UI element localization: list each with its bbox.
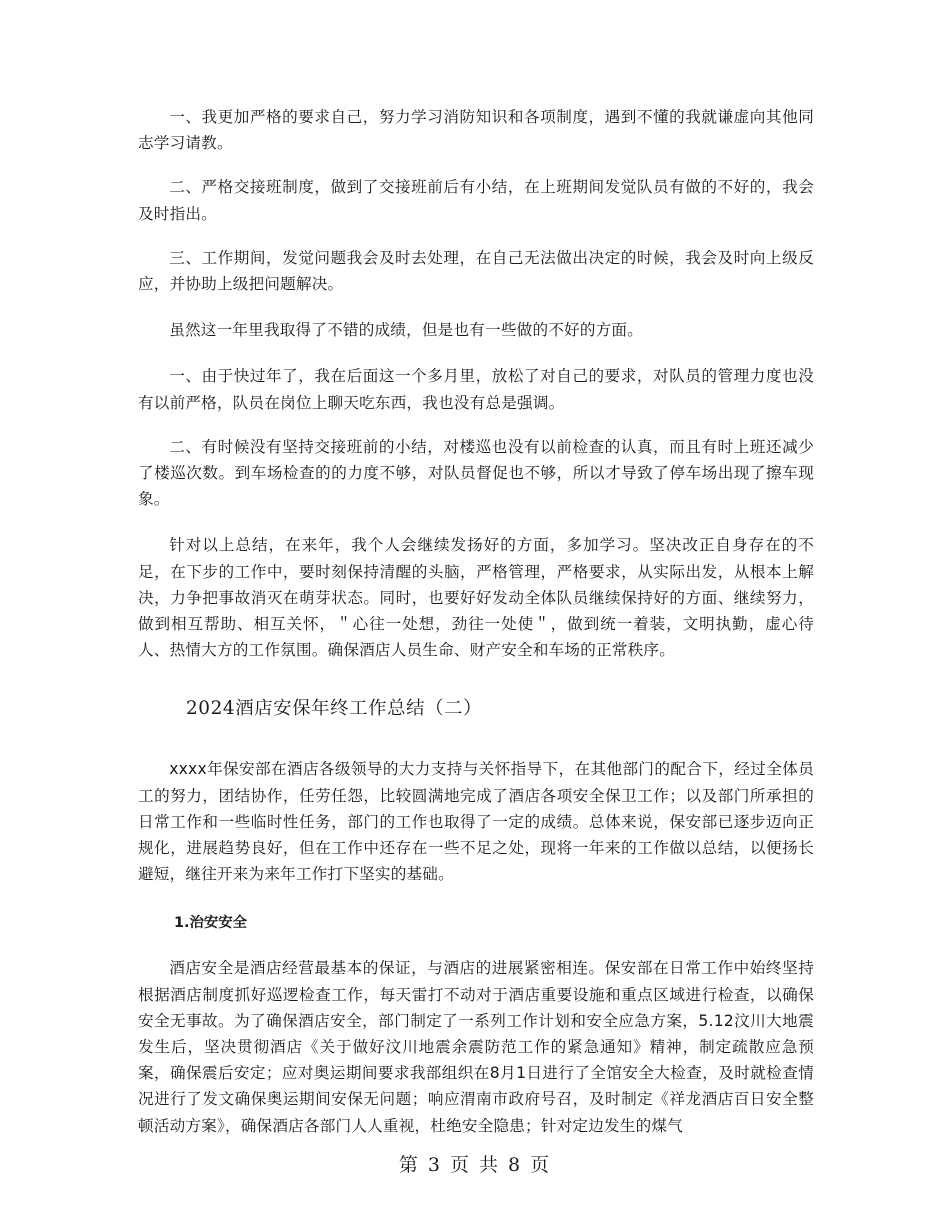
paragraph-shortcomings-intro: 虽然这一年里我取得了不错的成绩，但是也有一些做的不好的方面。: [169, 321, 644, 340]
paragraph-shortcoming-two: 二、有时候没有坚持交接班前的小结，对楼巡也没有以前检查的认真，而且有时上班还减少了楼巡次数。到车场检查的的力度不够，对队员督促也不够，所以才导致了停车场出现了擦车现象。: [138, 437, 814, 509]
paragraph-public-security: 酒店安全是酒店经营最基本的保证，与酒店的进展紧密相连。保安部在日常工作中始终坚持根据酒店制度抓好巡逻检查工作，每天雷打不动对于酒店重要设施和重点区域进行检查，以确保安全无事故。为了确保酒店安全，部门制定了一系列工作计划和安全应急方案，5.12汶川大地震发生后，坚决贯彻酒店《关于做好汶川地震余震防范工作的紧急通知》精神，制定疏散应急预案，确保震后安定；应对奥运期间要求我部组织在8月1日进行了全馆安全大检查，及时就检查情况进行了发文确保奥运期间安保无问题；响应渭南市政府号召，及时制定《祥龙酒店百日安全整顿活动方案》，确保酒店各部门人人重视，杜绝安全隐患；针对定边发生的煤气: [138, 959, 814, 1135]
section-title: 2024酒店安保年终工作总结（二）: [186, 698, 483, 720]
subheading-public-security: 1.治安安全: [174, 915, 248, 932]
paragraph-self-discipline: 一、我更加严格的要求自己，努力学习消防知识和各项制度，遇到不懂的我就谦虚向其他同志学习请教。: [138, 108, 814, 153]
paragraph-annual-intro: xxxx年保安部在酒店各级领导的大力支持与关怀指导下，在其他部门的配合下，经过全体员工的努力，团结协作，任劳任怨，比较圆满地完成了酒店各项安全保卫工作；以及部门所承担的日常工作和一些临时性任务，部门的工作也取得了一定的成绩。总体来说，保安部已逐步迈向正规化，进展趋势良好，但在工作中还存在一些不足之处，现将一年来的工作做以总结，以便扬长避短，继往开来为来年工作打下坚实的基础。: [138, 760, 814, 884]
page-footer: 第 3 页 共 8 页: [398, 1154, 552, 1176]
paragraph-shortcoming-one: 一、由于快过年了，我在后面这一个多月里，放松了对自己的要求，对队员的管理力度也没有以前严格，队员在岗位上聊天吃东西，我也没有总是强调。: [138, 367, 814, 412]
paragraph-problem-handling: 三、工作期间，发觉问题我会及时去处理，在自己无法做出决定的时候，我会及时向上级反应，并协助上级把问题解决。: [138, 248, 814, 294]
paragraph-next-year-plan: 针对以上总结，在来年，我个人会继续发扬好的方面，多加学习。坚决改正自身存在的不足，在下步的工作中，要时刻保持清醒的头脑，严格管理，严格要求，从实际出发，从根本上解决，力争把事故消灭在萌芽状态。同时，也要好好发动全体队员继续保持好的方面、继续努力，做到相互帮助、相互关怀，＂心往一处想，劲往一处使＂，做到统一着装，文明执勤，虚心待人、热情大方的工作氛围。确保酒店人员生命、财产安全和车场的正常秩序。: [138, 536, 814, 660]
paragraph-handover-system: 二、严格交接班制度，做到了交接班前后有小结，在上班期间发觉队员有做的不好的，我会及时指出。: [138, 178, 814, 223]
page-content: [138, 104, 814, 1139]
